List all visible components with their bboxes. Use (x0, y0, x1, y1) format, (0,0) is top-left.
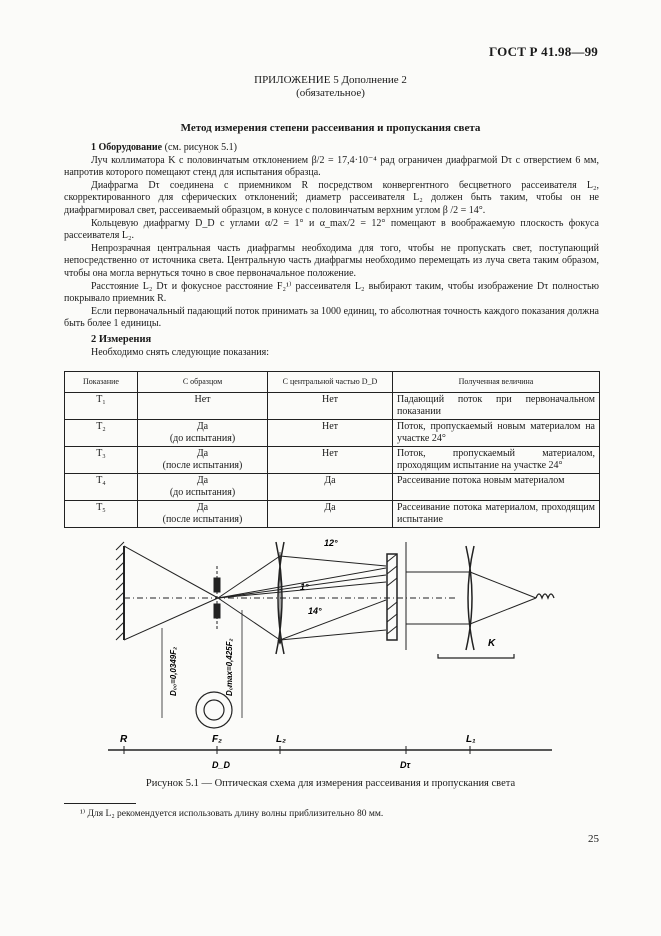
table-cell: Рассеивание потока материалом, проходящим испытание (393, 501, 600, 528)
table-cell: Поток, пропускаемый новым материалом на участке 24° (393, 420, 600, 447)
table-cell: Да (до испытания) (138, 474, 268, 501)
page-number: 25 (588, 833, 599, 845)
table-cell: T₃ (65, 447, 138, 474)
axis-label-r: R (120, 734, 128, 745)
table-cell: Да (после испытания) (138, 447, 268, 474)
section-2-heading: 2 Измерения (91, 333, 152, 345)
optical-scheme-figure (96, 528, 616, 776)
section-1 (64, 142, 599, 359)
paragraph-3: Кольцевую диафрагму D_D с углами α/2 = 1° и α_max/2 = 12° помещают в вообpажаемую плоскость фокуса рассеивателя L₂. (64, 217, 599, 242)
table-cell: Нет (268, 447, 393, 474)
section-1-heading-line (64, 142, 599, 155)
table-row (65, 420, 600, 447)
table-cell: Да (после испытания) (138, 501, 268, 528)
axis-label-l1: L₁ (466, 734, 476, 745)
measurements-table (64, 371, 600, 528)
table-cell: Нет (138, 393, 268, 420)
table-cell: T₅ (65, 501, 138, 528)
angle-1-label: 1° (300, 582, 309, 592)
table-cell: T₁ (65, 393, 138, 420)
table-row (65, 474, 600, 501)
paragraph-1: Луч коллиматора K с половинчатым отклонением β/2 = 17,4·10⁻⁴ рад ограничен диафрагмой Dτ с отверстием 6 мм, напротив которого помещают стенд для испытания образца. (64, 154, 599, 179)
dimension-small-label: D₀₀=0,0349F₂ (169, 646, 178, 696)
axis-label-l2: L₂ (276, 734, 286, 745)
table-header-row (65, 372, 600, 393)
annex-line-1: ПРИЛОЖЕНИЕ 5 Дополнение 2 (254, 74, 407, 86)
table-cell: Да (до испытания) (138, 420, 268, 447)
paragraph-4: Непрозрачная центральная часть диафрагмы необходима для того, чтобы не пропускать свет, поступающий непосредственно от источника света. Центральную часть диафрагмы необходимо перемещать из луча света таким образом, чтобы она могла вернуться точно в свое первоначальное положение. (64, 242, 599, 279)
sample-diaphragm-dt (387, 542, 406, 650)
document-id: ГОСТ Р 41.98—99 (489, 44, 598, 59)
paragraph-7: Необходимо снять следующие показания: (91, 346, 270, 358)
table-header-cell: С центральной частью D_D (268, 372, 393, 393)
table-cell: Падающий поток при первоначальном показании (393, 393, 600, 420)
footnote-divider (64, 803, 136, 804)
paragraph-6: Если первоначальный падающий поток принимать за 1000 единиц, то абсолютная точность каждого показания должна быть более 1 единицы. (64, 305, 599, 330)
axis-label-dd: D_D (212, 760, 231, 770)
table-header-cell: Показание (65, 372, 138, 393)
table-cell: Да (268, 474, 393, 501)
collimator-k-label: K (488, 638, 496, 649)
angle-12-label: 12° (324, 538, 338, 548)
table-header-cell: Полученная величина (393, 372, 600, 393)
paragraph-5: Расстояние L₂ Dτ и фокусное расстояние F₂¹⁾ рассеивателя L₂ выбирают таким, чтобы изображение Dτ полностью покрывало приемник R. (64, 280, 599, 305)
footnote: ¹⁾ Для L₂ рекомендуется использовать длину волны приблизительно 80 мм. (80, 809, 384, 819)
table-row (65, 393, 600, 420)
annex-heading (0, 74, 661, 100)
receiver-r (116, 542, 124, 640)
table-cell: Да (268, 501, 393, 528)
section-1-figure-ref: (см. рисунок 5.1) (162, 142, 237, 153)
table-cell: Нет (268, 420, 393, 447)
method-title: Метод измерения степени рассеивания и пропускания света (180, 122, 481, 134)
table-cell: T₂ (65, 420, 138, 447)
annex-line-2: (обязательное) (296, 87, 365, 99)
figure-caption: Рисунок 5.1 — Оптическая схема для измерения рассеивания и пропускания света (145, 778, 516, 789)
angle-14-label: 14° (308, 606, 322, 616)
dimension-large-label: D₀max=0,425F₂ (225, 638, 234, 696)
table-header-cell: С образцом (138, 372, 268, 393)
section-1-heading: 1 Оборудование (91, 142, 163, 153)
table-cell: Нет (268, 393, 393, 420)
axis-label-dt: Dτ (400, 760, 411, 770)
table-cell: Рассеивание потока новым материалом (393, 474, 600, 501)
table-row (65, 501, 600, 528)
table-row (65, 447, 600, 474)
bottom-axis (108, 746, 552, 754)
table-cell: T₄ (65, 474, 138, 501)
collimator-k (406, 546, 554, 658)
axis-label-f2: F₂ (212, 734, 222, 745)
table-cell: Поток, пропускаемый материалом, проходящим испытание на участке 24° (393, 447, 600, 474)
paragraph-2: Диафрагма Dτ соединена с приемником R посредством конвергентного бесцветного рассеивателя L₂, скорректированного для сферических отклонений; диаметр рассеивателя L₂ должен быть таким, чтобы он не диафрагмировал свет, рассеиваемый образцом, в конусе с половинчатым верхним углом β /2 = 14°. (64, 179, 599, 216)
